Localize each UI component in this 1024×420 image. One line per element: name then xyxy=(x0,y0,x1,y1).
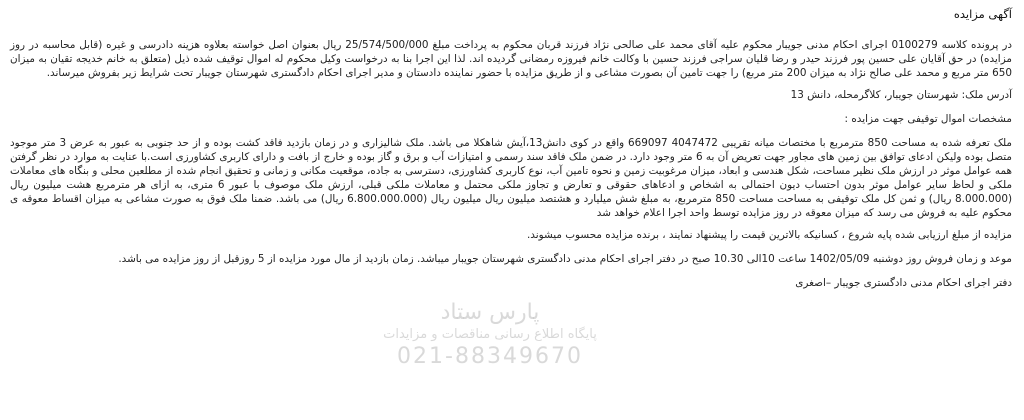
specs-heading: مشخصات اموال توقیفی جهت مزایده : xyxy=(844,113,1012,125)
bid-terms: مزایده از مبلغ ارزیابی شده پایه شروع ، کسانیکه بالاترین قیمت را پیشنهاد نمایند ، برنده مزایده محسوب میشوند. xyxy=(526,229,1012,241)
property-description: ملک تعرفه شده به مساحت 850 مترمربع با مختصات میانه تقریبی 4047472 669097 واقع در کوی دانش13،آیش شاهکلا می باشد. ملک شالیزاری و در زمان بازدید فاقد کشت بوده و از حد جنوبی به عبور به عرض 3 متر موجود متصل بوده ولیکن ادعای توافق بین زمین های مجاور جهت تعریض آن به 6 متر وجود دارد. در ضمن ملک فاقد سند رسمی و امتیازات آب و برق و گاز بوده و خارج از بافت و دارای کاربری کشاورزی است.با عنایت به موارد در نظر گرفتن همه عوامل موثر در ارزش ملک نظیر مساحت، شکل هندسی و ابعاد، میزان مرغوبیت زمین و نحوه تامین آب، نوع کاربری کشاورزی، دسترسی به جاده، موقعیت مکانی و زمانی و تحقیق انجام شده از مطلعین محلی و بنگاه های معاملات ملکی و لحاظ سایر عوامل موثر بدون احتساب دیون احتمالی به اشخاص و ادعاهای حقوقی و تعارض و تجاوز ملکی محتمل و معاملات ملکی قبلی، ارزش ملک موصوف با عبور 6 متری، به ازای هر مترمربع هشت میلیون ریال (8.000.000 ریال) و ثمن کل ملک توقیفی به مساحت مساحت 850 مترمربع، به مبلغ شش میلیارد و هشتصد میلیون ریال میلیون ریال (6.800.000.000 ریال) می باشد. ضمنا ملک فوق به صورت مشاعی به میزان اقساط معوقه ی محکوم علیه به فروش می رسد که میزان معوقه در روز مزایده توسط واحد اجرا اعلام خواهد شد xyxy=(10,137,1013,219)
intro-paragraph: در پرونده کلاسه 0100279 اجرای احکام مدنی جویبار محکوم علیه آقای محمد علی صالحی نژاد فرزند قربان محکوم به پرداخت مبلغ 25/574/500/000 ریال بعنوان اصل خواسته بعلاوه هزینه دادرسی و غیره (قابل محاسبه در روز مزایده) در حق آقایان علی حسین پور فرزند حیدر و رضا قلیان سراجی فرزند حسین با وکالت خانم فیروزه رمضانی گردیده اند. لذا این اجرا بنا به درخواست وکیل محکوم له اموال توقیف شده ذیل (متعلق به خانم خدیجه تقیان به میزان 650 متر مربع و محمد علی صالح نژاد به میزان 200 متر مربع) را جهت تامین آن بصورت مشاعی و از طریق مزایده با حضور نماینده دادستان و مدیر اجرای احکام دادگستری شهرستان جویبار تحت شرایط زیر بفروش میرساند. xyxy=(10,39,1012,79)
watermark-phone: 021-88349670 xyxy=(397,344,583,369)
auction-schedule: موعد و زمان فروش روز دوشنبه 1402/05/09 ساعت 10الی 10.30 صبح در دفتر اجرای احکام مدنی دادگستری شهرستان جویبار میباشد. زمان بازدید از مال مورد مزایده از 5 روزقبل از روز مزایده می باشد. xyxy=(118,253,1012,265)
notice-title: آگهی مزایده xyxy=(953,7,1012,21)
signature: دفتر اجرای احکام مدنی دادگستری جویبار –اصغری xyxy=(795,277,1012,289)
watermark-subtitle: پایگاه اطلاع رسانی مناقصات و مزایدات xyxy=(383,327,597,342)
watermark-title: پارس ستاد xyxy=(440,300,540,325)
auction-notice xyxy=(10,6,1012,410)
property-address: آدرس ملک: شهرستان جویبار، کلاگرمحله، دانش 13 xyxy=(790,89,1012,101)
